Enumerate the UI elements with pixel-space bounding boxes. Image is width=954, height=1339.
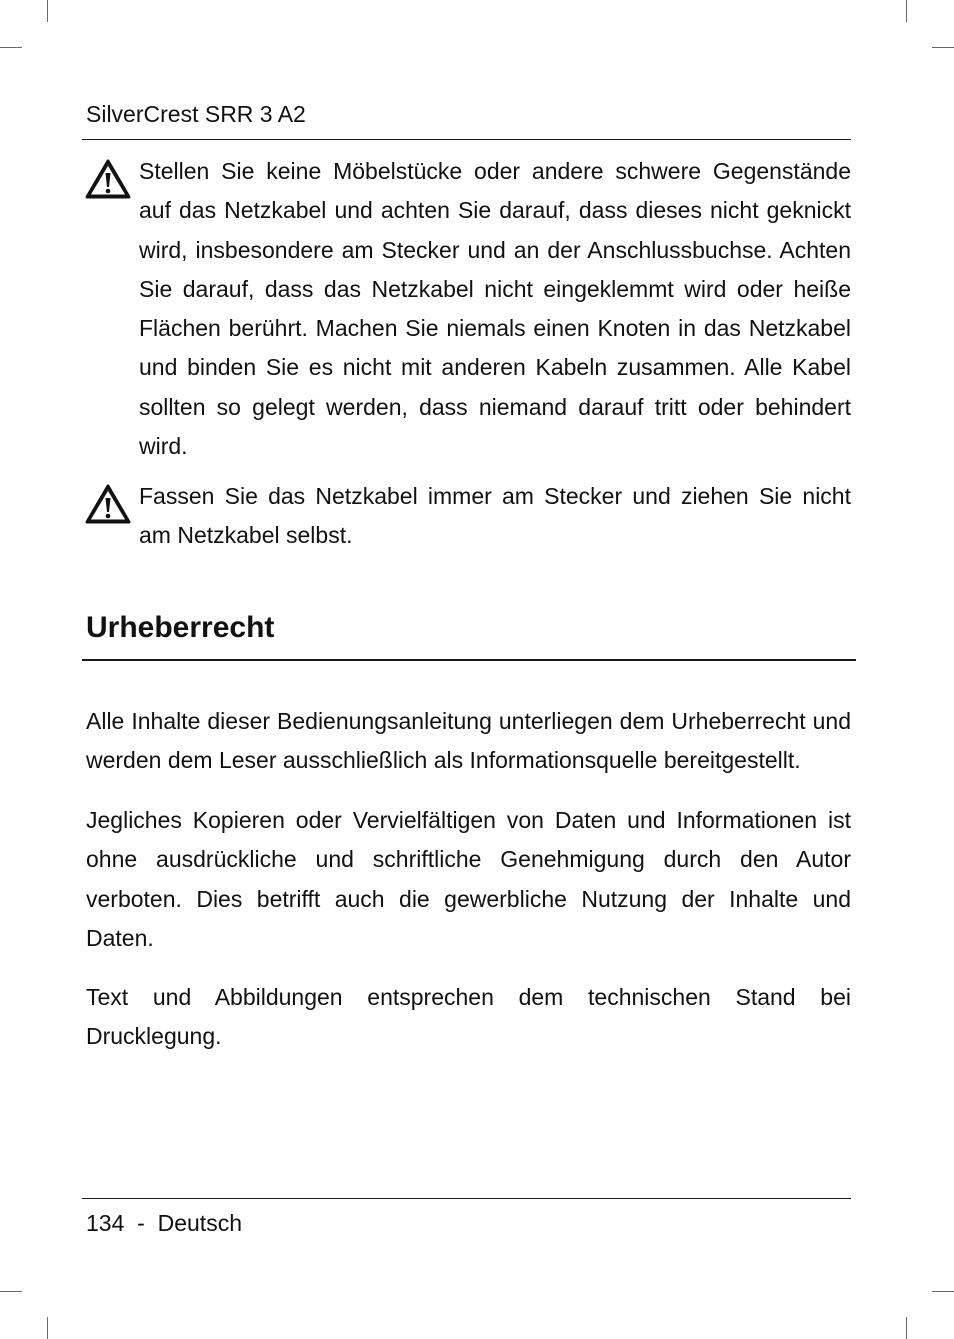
crop-mark — [932, 1291, 954, 1292]
body-paragraph: Alle Inhalte dieser Bedienungsanleitung unterliegen dem Urheberrecht und werden dem Leser ausschließlich als Informationsquelle bereitgestellt. — [86, 708, 851, 774]
crop-mark — [932, 47, 954, 48]
warning-block — [84, 152, 851, 472]
crop-mark — [906, 1317, 907, 1339]
body-paragraph: Jegliches Kopieren oder Vervielfältigen von Daten und Informationen ist ohne ausdrückliche und schriftliche Genehmigung durch den Autor verboten. Dies betrifft auch die gewerbliche Nutzung der Inhalte und Daten. — [86, 807, 851, 951]
crop-mark — [0, 47, 22, 48]
crop-mark — [47, 1317, 48, 1339]
footer-separator: - — [137, 1210, 145, 1236]
footer-divider — [82, 1198, 851, 1199]
document-header-title: SilverCrest SRR 3 A2 — [86, 101, 306, 127]
warning-triangle-icon — [84, 158, 132, 200]
crop-mark — [906, 0, 907, 22]
footer-language: Deutsch — [157, 1210, 242, 1236]
warning-text: Fassen Sie das Netzkabel immer am Stecker und ziehen Sie nicht am Netzkabel selbst. — [139, 483, 851, 549]
page-footer — [86, 1208, 242, 1238]
warning-triangle-icon — [84, 483, 132, 525]
page-number: 134 — [86, 1210, 125, 1236]
warning-block — [84, 477, 851, 557]
body-paragraph: Text und Abbildungen entsprechen dem technischen Stand bei Drucklegung. — [86, 984, 851, 1050]
section-heading: Urheberrecht — [86, 611, 275, 644]
section-divider — [82, 659, 856, 661]
crop-mark — [0, 1291, 22, 1292]
warning-text: Stellen Sie keine Möbelstücke oder andere schwere Gegenstände auf das Netzkabel und achten Sie darauf, dass dieses nicht geknickt wird, insbesondere am Stecker und an der Anschlussbuchse. Achten Sie darauf, dass das Netzkabel nicht eingeklemmt wird oder heiße Flächen berührt. Machen Sie niemals einen Knoten in das Netzkabel und binden Sie es nicht mit anderen Kabeln zusammen. Alle Kabel sollten so gelegt werden, dass niemand darauf tritt oder behindert wird. — [139, 158, 851, 460]
header-divider — [82, 139, 851, 140]
crop-mark — [47, 0, 48, 22]
